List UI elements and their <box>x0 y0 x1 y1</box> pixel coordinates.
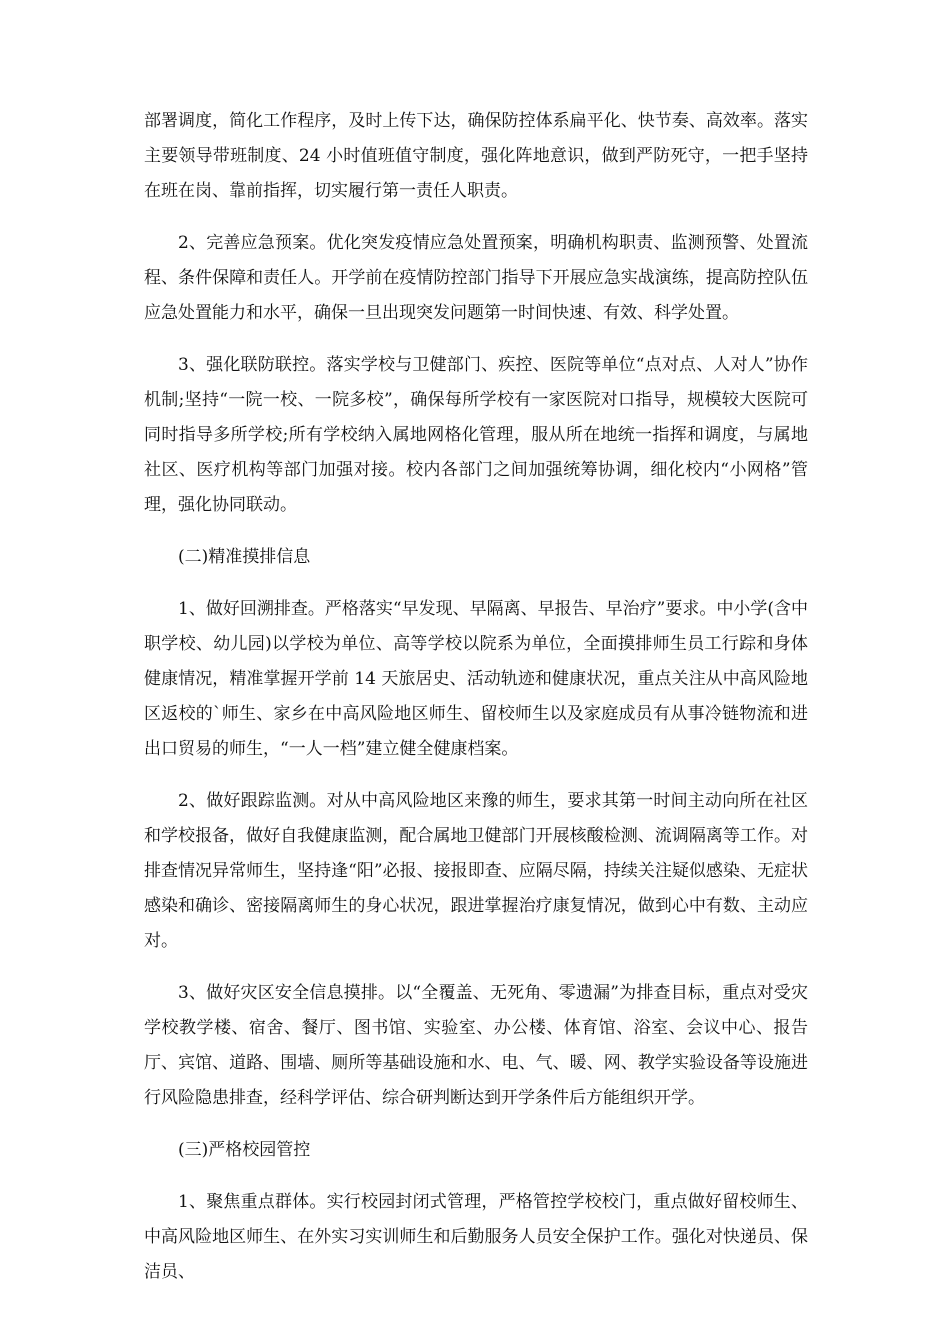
paragraph-disaster-safety: 3、做好灾区安全信息摸排。以“全覆盖、无死角、零遗漏”为排查目标，重点对受灾学校教学楼、宿舍、餐厅、图书馆、实验室、办公楼、体育馆、浴室、会议中心、报告厅、宾馆、道路、围墙、厕所等基础设施和水、电、气、暖、网、教学实验设备等设施进行风险隐患排查，经科学评估、综合研判断达到开学条件后方能组织开学。 <box>144 983 808 1108</box>
paragraph-key-groups: 1、聚焦重点群体。实行校园封闭式管理，严格管控学校校门，重点做好留校师生、中高风险地区师生、在外实习实训师生和后勤服务人员安全保护工作。强化对快递员、保洁员、 <box>144 1192 808 1282</box>
paragraph-tracking-monitoring: 2、做好跟踪监测。对从中高风险地区来豫的师生，要求其第一时间主动向所在社区和学校报备，做好自我健康监测，配合属地卫健部门开展核酸检测、流调隔离等工作。对排查情况异常师生，坚持逢“阳”必报、接报即查、应隔尽隔，持续关注疑似感染、无症状感染和确诊、密接隔离师生的身心状况，跟进掌握治疗康复情况，做到心中有数、主动应对。 <box>144 791 808 951</box>
section-heading-campus: (三)严格校园管控 <box>178 1140 311 1160</box>
paragraph-continuation: 部署调度，简化工作程序，及时上传下达，确保防控体系扁平化、快节奏、高效率。落实主要领导带班制度、24 小时值班值守制度，强化阵地意识，做到严防死守，一把手坚持在班在岗、靠前指挥，切实履行第一责任人职责。 <box>144 111 808 201</box>
paragraph-joint-control: 3、强化联防联控。落实学校与卫健部门、疾控、医院等单位“点对点、人对人”协作机制;坚持“一院一校、一院多校”，确保每所学校有一家医院对口指导，规模较大医院可同时指导多所学校;所有学校纳入属地网格化管理，服从所在地统一指挥和调度，与属地社区、医疗机构等部门加强对接。校内各部门之间加强统筹协调，细化校内“小网格”管理，强化协同联动。 <box>144 355 808 515</box>
paragraph-retrospective-check: 1、做好回溯排查。严格落实“早发现、早隔离、早报告、早治疗”要求。中小学(含中职学校、幼儿园)以学校为单位、高等学校以院系为单位，全面摸排师生员工行踪和身体健康情况，精准掌握开学前 14 天旅居史、活动轨迹和健康状况，重点关注从中高风险地区返校的`师生、家乡在中高风险地区师生、留校师生以及家庭成员有从事冷链物流和进出口贸易的师生，“一人一档”建立健全健康档案。 <box>144 599 808 759</box>
document-body <box>144 104 808 1307</box>
paragraph-emergency-plan: 2、完善应急预案。优化突发疫情应急处置预案，明确机构职责、监测预警、处置流程、条件保障和责任人。开学前在疫情防控部门指导下开展应急实战演练，提高防控队伍应急处置能力和水平，确保一旦出现突发问题第一时间快速、有效、科学处置。 <box>144 233 808 323</box>
section-heading-info: (二)精准摸排信息 <box>178 547 311 567</box>
